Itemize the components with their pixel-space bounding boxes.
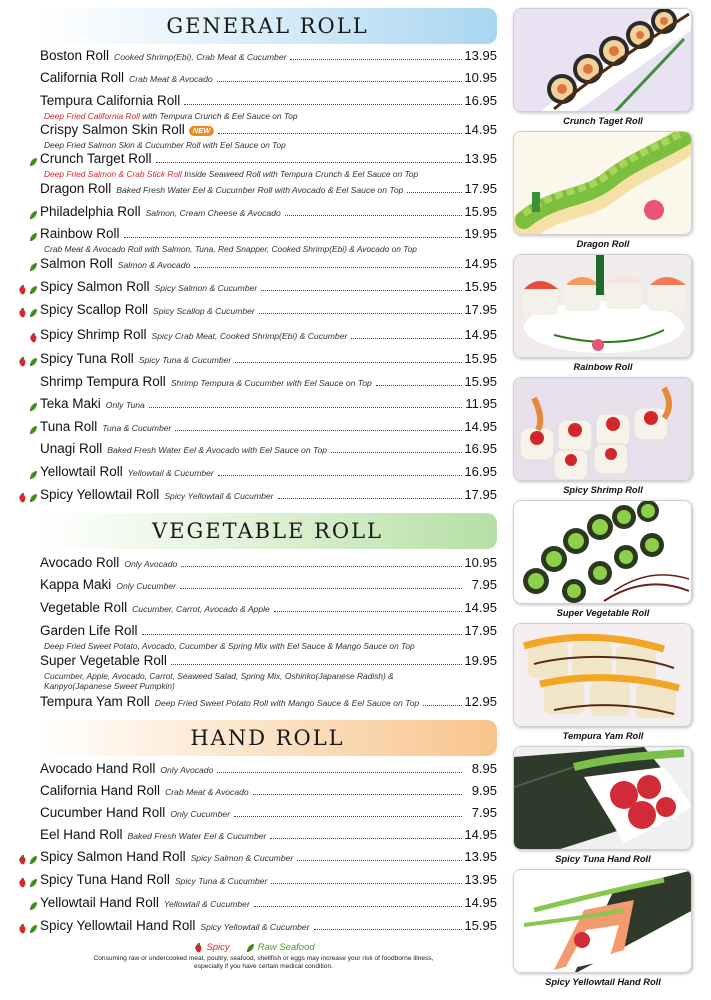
spicy-yellowtail-hand-roll-photo <box>513 869 692 973</box>
item-price: 14.95 <box>464 122 497 137</box>
menu-item <box>12 805 497 827</box>
item-name: Tempura Yam Roll <box>40 694 150 709</box>
item-price: 17.95 <box>464 181 497 196</box>
item-name: Shrimp Tempura Roll <box>40 374 166 389</box>
menu-item <box>12 441 497 464</box>
item-desc: Spicy Yellowtail & Cucumber <box>200 922 310 932</box>
raw-seafood-icon <box>246 943 255 953</box>
vegetable-roll-list <box>12 555 497 716</box>
item-price: 15.95 <box>464 351 497 366</box>
spicy-pepper-icon <box>18 490 27 500</box>
item-price: 15.95 <box>464 279 497 294</box>
item-name: Teka Maki <box>40 396 101 411</box>
menu-item <box>12 783 497 805</box>
legend-spicy-label: Spicy <box>206 942 230 953</box>
photo-caption: Spicy Yellowtail Hand Roll <box>545 977 661 987</box>
menu-item <box>12 827 497 849</box>
item-name: Philadelphia Roll <box>40 204 141 219</box>
item-desc: Only Avocado <box>124 559 178 569</box>
item-desc: Cucumber, Carrot, Avocado & Apple <box>132 604 270 614</box>
photo-caption: Dragon Roll <box>576 239 630 249</box>
item-name: Spicy Shrimp Roll <box>40 327 147 342</box>
menu-item <box>12 151 497 181</box>
raw-seafood-icon <box>29 467 38 477</box>
item-price: 15.95 <box>464 918 497 933</box>
item-name: Spicy Scallop Roll <box>40 302 149 317</box>
item-price: 13.95 <box>464 849 497 864</box>
super-vegetable-roll-photo <box>513 500 692 604</box>
spicy-pepper-icon <box>29 330 38 340</box>
spicy-pepper-icon <box>18 354 27 364</box>
item-price: 17.95 <box>464 623 497 638</box>
item-price: 15.95 <box>464 204 497 219</box>
item-price: 10.95 <box>464 555 497 570</box>
item-desc: Spicy Tuna & Cucumber <box>174 876 268 886</box>
photo-card <box>513 500 693 623</box>
rainbow-roll-photo <box>513 254 692 358</box>
item-name: Avocado Roll <box>40 555 120 570</box>
menu-item <box>12 464 497 487</box>
item-desc: Crab Meat & Avocado Roll with Salmon, Tuna, Red Snapper, Cooked Shrimp(Ebi) & Avocado on Top <box>44 244 417 254</box>
photo-caption: Spicy Shrimp Roll <box>563 485 643 495</box>
item-desc-highlight: Deep Fried Salmon & Crab Stick Roll <box>44 169 182 179</box>
menu-item <box>12 849 497 872</box>
item-name: Dragon Roll <box>40 181 112 196</box>
item-name: Spicy Tuna Hand Roll <box>40 872 170 887</box>
disclaimer-line: Consuming raw or undercooked meat, poultry, seafood, shellfish or eggs may increase your risk of foodborne illness, <box>93 955 434 962</box>
item-desc: Only Cucumber <box>116 581 176 591</box>
item-desc: Baked Fresh Water Eel & Cucumber <box>127 831 267 841</box>
raw-seafood-icon <box>29 259 38 269</box>
disclaimer <box>12 955 497 971</box>
raw-seafood-icon <box>29 921 38 931</box>
menu-item <box>12 256 497 279</box>
item-name: Tuna Roll <box>40 419 98 434</box>
raw-seafood-icon <box>29 399 38 409</box>
spicy-tuna-hand-roll-photo <box>513 746 692 850</box>
dragon-roll-photo <box>513 131 692 235</box>
item-name: Yellowtail Hand Roll <box>40 895 159 910</box>
legend-raw-label: Raw Seafood <box>257 942 315 953</box>
item-desc: Spicy Crab Meat, Cooked Shrimp(Ebi) & Cucumber <box>151 331 348 341</box>
item-name: Cucumber Hand Roll <box>40 805 166 820</box>
item-name: Avocado Hand Roll <box>40 761 156 776</box>
raw-seafood-icon <box>29 898 38 908</box>
raw-seafood-icon <box>29 354 38 364</box>
photo-column <box>513 8 693 992</box>
item-name: Tempura California Roll <box>40 93 181 108</box>
item-price: 14.95 <box>464 827 497 842</box>
photo-caption: Tempura Yam Roll <box>562 731 644 741</box>
item-desc: Yellowtail & Cucumber <box>163 899 250 909</box>
spicy-pepper-icon <box>18 282 27 292</box>
item-price: 16.95 <box>464 441 497 456</box>
item-price: 14.95 <box>464 256 497 271</box>
item-price: 12.95 <box>464 694 497 709</box>
crunch-target-roll-photo <box>513 8 692 112</box>
item-price: 14.95 <box>464 600 497 615</box>
photo-caption: Super Vegetable Roll <box>556 608 650 618</box>
general-roll-header: GENERAL ROLL <box>38 8 497 44</box>
item-desc: Only Tuna <box>105 400 145 410</box>
item-name: California Roll <box>40 70 125 85</box>
menu-item <box>12 396 497 419</box>
menu-item <box>12 327 497 351</box>
item-price: 9.95 <box>471 783 497 798</box>
raw-seafood-icon <box>29 490 38 500</box>
item-price: 14.95 <box>464 327 497 342</box>
item-name: Boston Roll <box>40 48 110 63</box>
item-desc: with Tempura Crunch & Eel Sauce on Top <box>139 111 298 121</box>
item-name: Spicy Yellowtail Roll <box>40 487 160 502</box>
raw-seafood-icon <box>29 282 38 292</box>
item-desc-continued: Kanpyo(Japanese Sweet Pumpkin) <box>44 681 175 691</box>
item-name: Crunch Target Roll <box>40 151 152 166</box>
item-name: Garden Life Roll <box>40 623 138 638</box>
item-desc: Tuna & Cucumber <box>102 423 172 433</box>
item-price: 19.95 <box>464 226 497 241</box>
item-price: 13.95 <box>464 151 497 166</box>
item-desc: Crab Meat & Avocado <box>165 787 249 797</box>
menu-item <box>12 122 497 151</box>
item-name: Spicy Salmon Roll <box>40 279 150 294</box>
item-price: 7.95 <box>471 577 497 592</box>
photo-card <box>513 131 693 254</box>
menu-item <box>12 93 497 122</box>
item-name: Super Vegetable Roll <box>40 653 167 668</box>
item-price: 11.95 <box>465 396 497 411</box>
photo-card <box>513 8 693 131</box>
vegetable-roll-header: VEGETABLE ROLL <box>38 513 497 549</box>
menu-item <box>12 761 497 783</box>
menu-item <box>12 555 497 577</box>
raw-seafood-icon <box>29 875 38 885</box>
photo-card <box>513 254 693 377</box>
item-desc: Baked Fresh Water Eel & Avocado with Eel Sauce on Top <box>107 445 328 455</box>
general-roll-list <box>12 48 497 511</box>
item-desc: Salmon, Cream Cheese & Avocado <box>145 208 281 218</box>
menu-item <box>12 600 497 623</box>
item-name: Unagi Roll <box>40 441 103 456</box>
item-price: 13.95 <box>464 872 497 887</box>
raw-seafood-icon <box>29 422 38 432</box>
menu-item <box>12 374 497 396</box>
item-desc: Cucumber, Apple, Avocado, Carrot, Seaweed Salad, Spring Mix, Oshinko(Japanese Radish) & <box>44 671 394 681</box>
menu-item <box>12 351 497 374</box>
tempura-yam-roll-photo <box>513 623 692 727</box>
item-name: Vegetable Roll <box>40 600 128 615</box>
menu-item <box>12 419 497 441</box>
item-desc: Baked Fresh Water Eel & Cucumber Roll with Avocado & Eel Sauce on Top <box>116 185 404 195</box>
item-desc: Spicy Salmon & Cucumber <box>154 283 258 293</box>
item-desc: Shrimp Tempura & Cucumber with Eel Sauce on Top <box>170 378 372 388</box>
item-name: Spicy Salmon Hand Roll <box>40 849 186 864</box>
item-price: 14.95 <box>464 419 497 434</box>
menu-item <box>12 226 497 256</box>
item-price: 14.95 <box>464 895 497 910</box>
spicy-pepper-icon <box>194 943 203 953</box>
item-desc: Crab Meat & Avocado <box>129 74 213 84</box>
item-desc: Salmon & Avocado <box>117 260 191 270</box>
menu-item <box>12 623 497 653</box>
menu-item <box>12 279 497 302</box>
item-name: Eel Hand Roll <box>40 827 123 842</box>
menu-item <box>12 204 497 226</box>
photo-card <box>513 623 693 746</box>
spicy-pepper-icon <box>18 305 27 315</box>
menu-item <box>12 694 497 716</box>
item-price: 17.95 <box>464 487 497 502</box>
photo-caption: Crunch Taget Roll <box>563 116 643 126</box>
item-name: Salmon Roll <box>40 256 113 271</box>
item-desc: Only Cucumber <box>170 809 231 819</box>
item-desc: Only Avocado <box>160 765 214 775</box>
photo-card <box>513 377 693 500</box>
item-desc: Deep Fried Salmon Skin & Cucumber Roll with Eel Sauce on Top <box>44 140 286 150</box>
menu-item <box>12 577 497 600</box>
item-desc: Spicy Tuna & Cucumber <box>138 355 232 365</box>
raw-seafood-icon <box>29 229 38 239</box>
item-name: Kappa Maki <box>40 577 112 592</box>
hand-roll-header: HAND ROLL <box>38 720 497 756</box>
spicy-pepper-icon <box>18 875 27 885</box>
item-desc: Deep Fried Sweet Potato, Avocado, Cucumber & Spring Mix with Eel Sauce & Mango Sauce on Top <box>44 641 415 651</box>
menu-item <box>12 48 497 70</box>
photo-caption: Rainbow Roll <box>573 362 633 372</box>
item-name: Crispy Salmon Skin Roll <box>40 122 185 137</box>
menu-item <box>12 302 497 327</box>
hand-roll-list <box>12 761 497 940</box>
item-desc: Deep Fried Sweet Potato Roll with Mango Sauce & Eel Sauce on Top <box>154 698 420 708</box>
menu-item <box>12 181 497 204</box>
menu-item <box>12 895 497 918</box>
item-name: Yellowtail Roll <box>40 464 123 479</box>
item-price: 15.95 <box>464 374 497 389</box>
menu-item <box>12 872 497 895</box>
item-price: 10.95 <box>464 70 497 85</box>
item-desc: Cooked Shrimp(Ebi), Crab Meat & Cucumber <box>114 52 287 62</box>
item-price: 16.95 <box>464 93 497 108</box>
menu-item <box>12 918 497 940</box>
item-price: 7.95 <box>471 805 497 820</box>
item-price: 8.95 <box>471 761 497 776</box>
menu-item <box>12 653 497 694</box>
item-name: Spicy Tuna Roll <box>40 351 134 366</box>
item-desc: Spicy Salmon & Cucumber <box>190 853 294 863</box>
raw-seafood-icon <box>29 207 38 217</box>
disclaimer-line: especially if you have certain medical condition. <box>194 963 333 970</box>
spicy-shrimp-roll-photo <box>513 377 692 481</box>
raw-seafood-icon <box>29 305 38 315</box>
item-name: Spicy Yellowtail Hand Roll <box>40 918 196 933</box>
item-name: California Hand Roll <box>40 783 161 798</box>
item-desc: Yellowtail & Cucumber <box>127 468 214 478</box>
menu-item <box>12 70 497 93</box>
spicy-pepper-icon <box>18 921 27 931</box>
menu-item <box>12 487 497 511</box>
photo-card <box>513 746 693 869</box>
raw-seafood-icon <box>29 852 38 862</box>
photo-caption: Spicy Tuna Hand Roll <box>555 854 651 864</box>
raw-seafood-icon <box>29 154 38 164</box>
item-desc: Inside Seaweed Roll with Tempura Crunch & Eel Sauce on Top <box>181 169 419 179</box>
item-desc-highlight: Deep Fried California Roll <box>44 111 140 121</box>
item-desc: Spicy Yellowtail & Cucumber <box>164 491 274 501</box>
item-price: 19.95 <box>464 653 497 668</box>
legend <box>12 942 497 953</box>
menu-column <box>12 8 497 971</box>
item-name: Rainbow Roll <box>40 226 120 241</box>
spicy-pepper-icon <box>18 852 27 862</box>
item-price: 17.95 <box>464 302 497 317</box>
new-badge: NEW <box>189 126 215 136</box>
item-price: 13.95 <box>464 48 497 63</box>
photo-card <box>513 869 693 992</box>
item-price: 16.95 <box>464 464 497 479</box>
item-desc: Spicy Scallop & Cucumber <box>153 306 255 316</box>
